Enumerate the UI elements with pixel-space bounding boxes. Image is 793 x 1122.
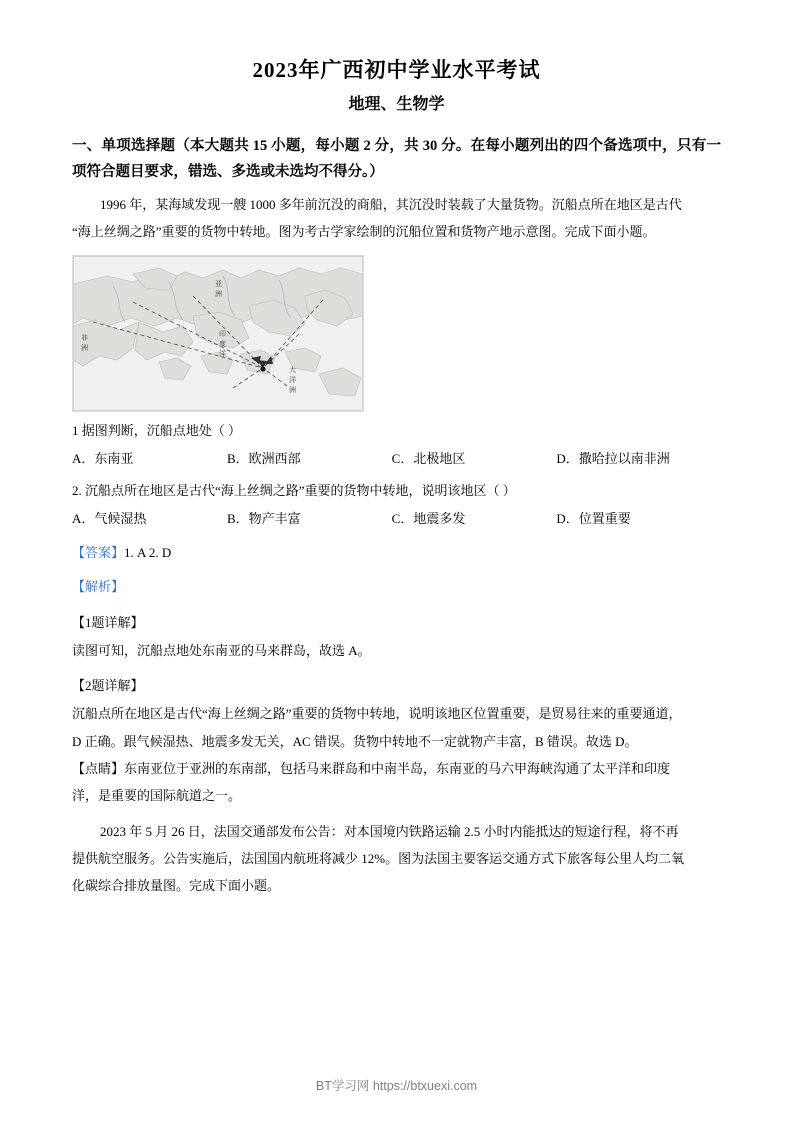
question-2-option-b[interactable]: B．物产丰富: [226, 510, 301, 526]
question-1-option-c[interactable]: C．北极地区: [391, 450, 466, 466]
question-1-option-d[interactable]: D．撒哈拉以南非洲: [556, 450, 670, 466]
svg-text:洲: 洲: [215, 290, 222, 298]
question-2-option-a[interactable]: A．气候湿热: [72, 510, 147, 526]
question-2-text: 2. 沉船点所在地区是古代“海上丝绸之路”重要的货物中转地，说明该地区（ ）: [72, 482, 516, 498]
point-text-line-1: 东南亚位于亚洲的东南部，包括马来群岛和中南半岛，东南亚的马六甲海峡沟通了太平洋和印度: [124, 760, 671, 776]
page-subtitle: 地理、生物学: [348, 95, 445, 113]
answer-label: 【答案】: [72, 544, 125, 560]
section-heading: 一、单项选择题（本大题共 15 小题，每小题 2 分，共 30 分。在每小题列出的四个备选项中，只有一项符合题目要求，错选、多选或未选均不得分。）: [72, 137, 721, 181]
svg-text:印: 印: [219, 330, 226, 338]
answer-row: [72, 540, 721, 566]
analysis-row: [72, 574, 721, 600]
detail-1-label: 【1题详解】: [72, 614, 144, 630]
question-2-option-c[interactable]: C．地震多发: [391, 510, 466, 526]
svg-text:大: 大: [289, 366, 296, 374]
stimulus-1-line-1: 1996 年，某海域发现一艘 1000 多年前沉没的商船，其沉没时装载了大量货物。沉船点所在地区是古代: [100, 197, 682, 213]
answer-value: 1. A 2. D: [124, 544, 172, 560]
svg-text:洲: 洲: [81, 344, 88, 352]
svg-text:洲: 洲: [289, 386, 296, 394]
map-illustration: [73, 256, 363, 411]
svg-text:度: 度: [219, 340, 226, 348]
question-2-option-d[interactable]: D．位置重要: [556, 510, 631, 526]
figure-shipwreck-map: [72, 255, 364, 412]
svg-text:洋: 洋: [219, 350, 226, 358]
wreck-point-marker: [260, 366, 265, 371]
point-label: 【点睛】: [72, 760, 125, 776]
detail-2-text-line-2: D 正确。跟气候湿热、地震多发无关，AC 错误。货物中转地不一定就物产丰富，B 错误。故选 D。: [72, 733, 638, 749]
stimulus-2-line-2: 提供航空服务。公告实施后，法国国内航班将减少 12%。图为法国主要客运交通方式下旅客每公里人均二氧: [72, 850, 685, 866]
question-1-options: [72, 446, 721, 472]
svg-text:亚: 亚: [215, 280, 222, 288]
stimulus-2-line-1: 2023 年 5 月 26 日，法国交通部发布公告：对本国境内铁路运输 2.5 小时内能抵达的短途行程，将不再: [100, 823, 679, 839]
site-watermark: BT学习网 https://btxuexi.com: [315, 1079, 478, 1093]
question-2-options: [72, 506, 721, 532]
detail-2-text-line-1: 沉船点所在地区是古代“海上丝绸之路”重要的货物中转地，说明该地区位置重要，是贸易往来的重要通道，: [72, 706, 682, 722]
point-text-line-2: 洋，是重要的国际航道之一。: [72, 788, 242, 804]
point-row-line-1: [72, 756, 721, 781]
stimulus-1-line-2: “海上丝绸之路”重要的货物中转地。图为考古学家绘制的沉船位置和货物产地示意图。完成下面小题。: [72, 224, 656, 240]
analysis-label: 【解析】: [72, 578, 125, 594]
page-title: 2023年广西初中学业水平考试: [252, 58, 541, 82]
question-1-option-a[interactable]: A．东南亚: [72, 450, 134, 466]
question-1-option-b[interactable]: B．欧洲西部: [226, 450, 301, 466]
detail-2-label: 【2题详解】: [72, 678, 144, 694]
svg-text:洋: 洋: [289, 376, 296, 384]
stimulus-2-line-3: 化碳综合排放量图。完成下面小题。: [72, 878, 281, 894]
detail-1-text: 读图可知，沉船点地处东南亚的马来群岛，故选 A。: [72, 642, 371, 658]
question-1-text: 1 据图判断，沉船点地处（ ）: [72, 422, 242, 438]
svg-text:非: 非: [81, 334, 88, 342]
